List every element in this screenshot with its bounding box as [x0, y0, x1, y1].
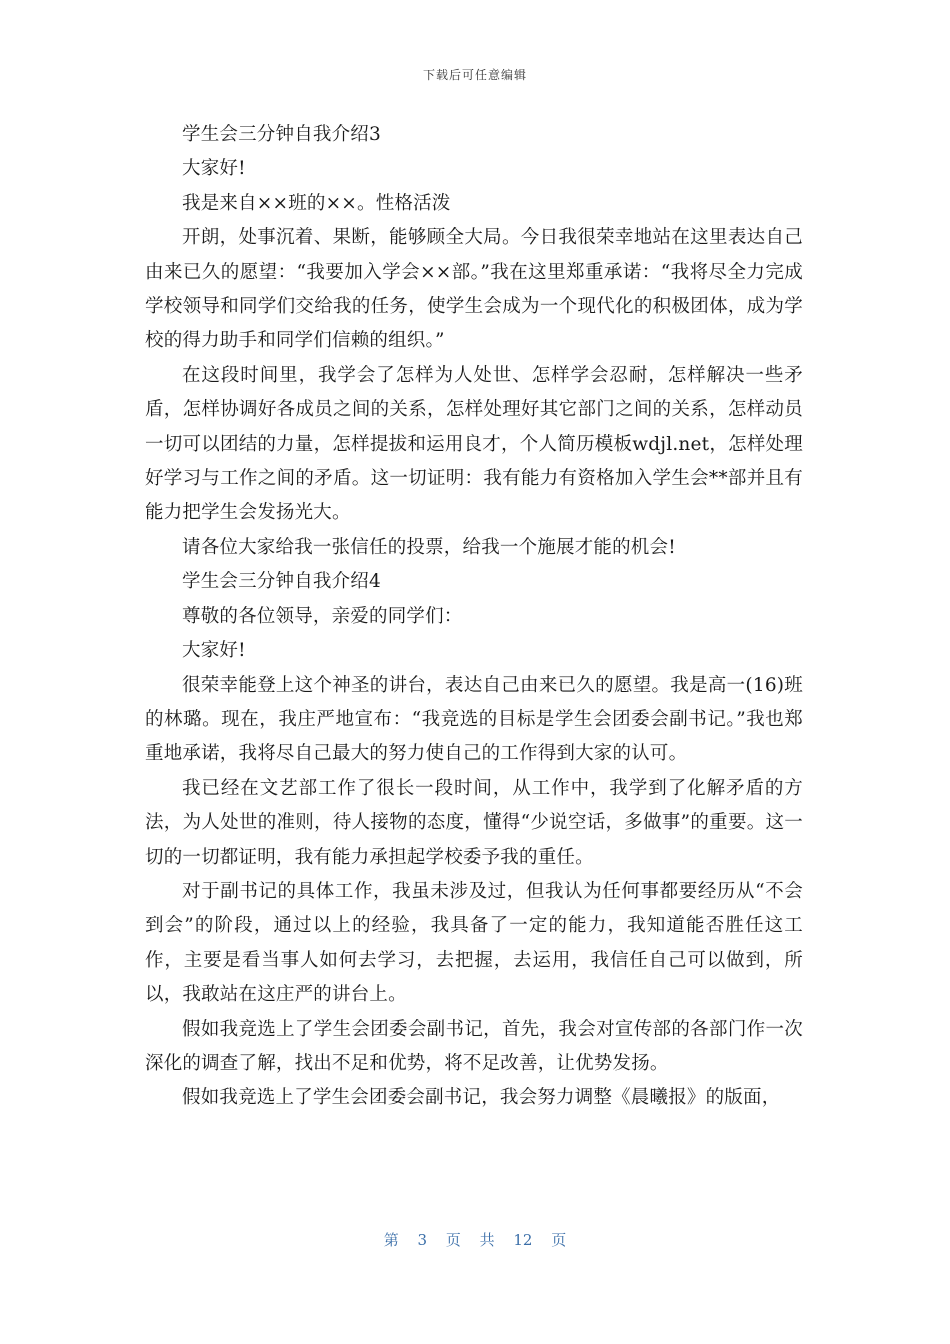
paragraph: 假如我竞选上了学生会团委会副书记，首先，我会对宣传部的各部门作一次深化的调查了解，找出不足和优势，将不足改善，让优势发扬。	[145, 1018, 803, 1074]
page-header: 下载后可任意编辑	[422, 68, 527, 82]
paragraph: 在这段时间里，我学会了怎样为人处世、怎样学会忍耐，怎样解决一些矛盾，怎样协调好各成员之间的关系，怎样处理好其它部门之间的关系，怎样动员一切可以团结的力量，怎样提拔和运用良才，个人简历模板wdjl.net，怎样处理好学习与工作之间的矛盾。这一切证明：我有能力有资格加入学生会**部并且有能力把学生会发扬光大。	[145, 364, 803, 524]
greeting: 大家好!	[182, 640, 246, 662]
greeting: 大家好!	[182, 158, 246, 180]
paragraph: 请各位大家给我一张信任的投票，给我一个施展才能的机会!	[182, 536, 676, 558]
paragraph: 很荣幸能登上这个神圣的讲台，表达自己由来已久的愿望。我是高一(16)班的林璐。现在，我庄严地宣布：“我竞选的目标是学生会团委会副书记。”我也郑重地承诺，我将尽自己最大的努力使自己的工作得到大家的认可。	[145, 674, 803, 765]
paragraph: 开朗，处事沉着、果断，能够顾全大局。今日我很荣幸地站在这里表达自己由来已久的愿望：“我要加入学会××部。”我在这里郑重承诺：“我将尽全力完成学校领导和同学们交给我的任务，使学生会成为一个现代化的积极团体，成为学校的得力助手和同学们信赖的组织。”	[145, 227, 803, 352]
salutation: 尊敬的各位领导，亲爱的同学们：	[182, 605, 463, 627]
paragraph: 假如我竞选上了学生会团委会副书记，我会努力调整《晨曦报》的版面，	[182, 1087, 781, 1109]
paragraph: 对于副书记的具体工作，我虽未涉及过，但我认为任何事都要经历从“不会到会”的阶段，通过以上的经验，我具备了一定的能力，我知道能否胜任这工作，主要是看当事人如何去学习，去把握，去运用，我信任自己可以做到，所以，我敢站在这庄严的讲台上。	[145, 880, 803, 1006]
section-title-4: 学生会三分钟自我介绍4	[182, 571, 381, 593]
document-body	[145, 118, 803, 1116]
section-title-3: 学生会三分钟自我介绍3	[182, 124, 381, 145]
page-footer: 第 3 页 共 12 页	[383, 1231, 567, 1249]
paragraph: 我是来自××班的××。性格活泼	[182, 192, 451, 214]
paragraph: 我已经在文艺部工作了很长一段时间，从工作中，我学到了化解矛盾的方法，为人处世的准则，待人接物的态度，懂得“少说空话，多做事”的重要。这一切的一切都证明，我有能力承担起学校委予我的重任。	[145, 777, 803, 868]
